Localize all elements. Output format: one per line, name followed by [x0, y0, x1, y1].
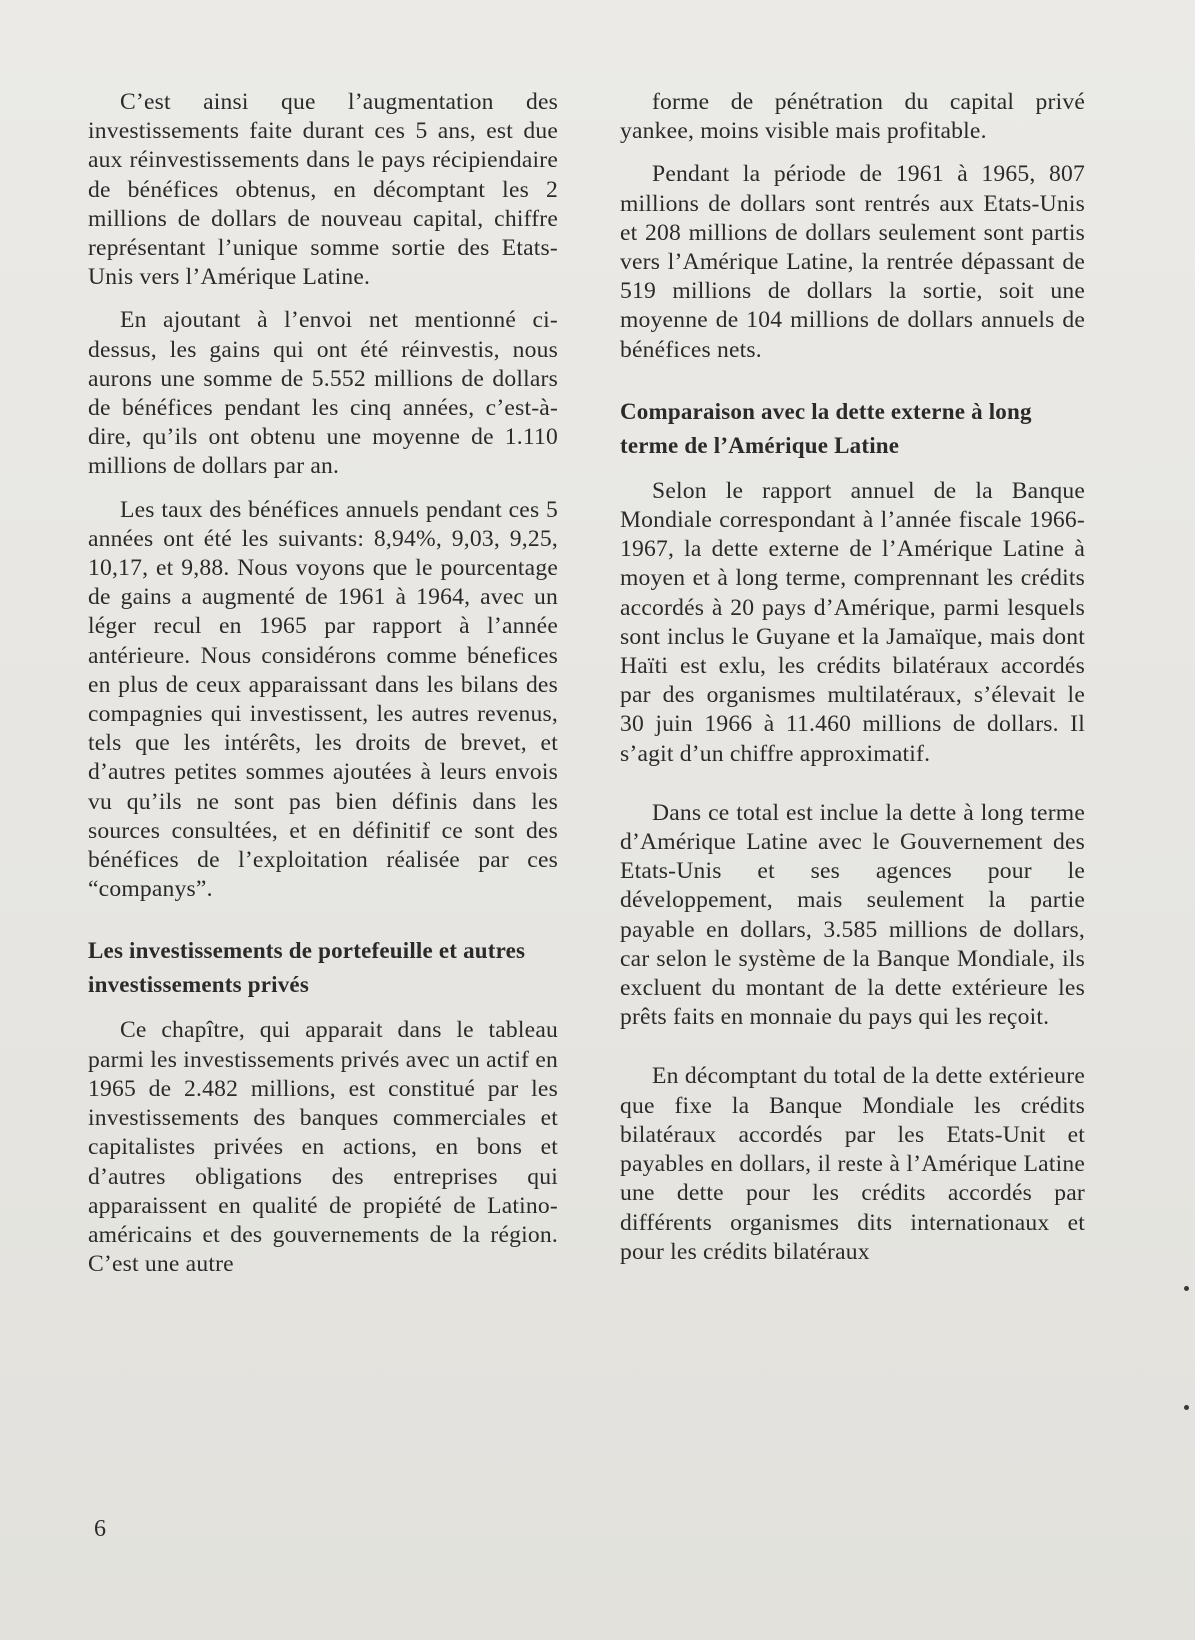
- right-paragraph-3: Selon le rapport annuel de la Banque Mondiale correspondant à l’année fiscale 1966-1967, la dette externe de l’Amérique Latine à moyen et à long terme, comprennant les crédits accordés à 20 pays d’Amérique, parmi lesquels sont inclus le Guyane et la Jamaïque, mais dont Haïti est exlu, les crédits bilatéraux accordés par des organismes multilatéraux, s’élevait le 30 juin 1966 à 11.460 millions de dollars. Il s’agit d’un chiffre approximatif.: [620, 477, 1085, 767]
- left-paragraph-4: Ce chapître, qui apparait dans le tableau parmi les investissements privés avec un actif en 1965 de 2.482 millions, est constitué par les investissements des banques commerciales et capitalistes privées en actions, en bons et d’autres obligations des entreprises qui apparaissent en qualité de propiété de Latino-américains et des gouvernements de la région. C’est une autre: [88, 1017, 558, 1278]
- right-section-heading: Comparaison avec la dette externe à long terme de l’Amérique Latine: [620, 398, 1032, 458]
- margin-dot: [1184, 1286, 1189, 1291]
- margin-dot: [1184, 1405, 1189, 1410]
- right-paragraph-4: Dans ce total est inclue la dette à long terme d’Amérique Latine avec le Gouvernement des Etats-Unis et ses agences pour le développement, mais seulement la partie payable en dollars, 3.585 millions de dollars, car selon le système de la Banque Mondiale, ils excluent du montant de la dette extérieure les prêts faits en monnaie du pays qui les reçoit.: [620, 799, 1085, 1031]
- left-paragraph-3: Les taux des bénéfices annuels pendant ces 5 années ont été les suivants: 8,94%, 9,03, 9,25, 10,17, et 9,88. Nous voyons que le pourcentage de gains a augmenté de 1961 à 1964, avec un léger recul en 1965 par rapport à l’année antérieure. Nous considérons comme bénefices en plus de ceux apparaissant dans les bilans des compagnies qui investissent, les autres revenus, tels que les intérêts, les droits de brevet, et d’autres petites sommes ajoutées à leurs envois vu qu’ils ne sont pas bien définis dans les sources consultées, et en définitif ce sont des bénéfices de l’exploitation réalisée par ces “companys”.: [88, 496, 558, 903]
- left-paragraph-1: C’est ainsi que l’augmentation des investissements faite durant ces 5 ans, est due aux réinvestissements dans le pays récipiendaire de bénéfices obtenus, en décomptant les 2 millions de dollars de nouveau capital, chiffre représentant l’unique somme sortie des Etats-Unis vers l’Amérique Latine.: [88, 89, 558, 291]
- left-paragraph-2: En ajoutant à l’envoi net mentionné ci-dessus, les gains qui ont été réinvestis, nous aurons une somme de 5.552 millions de dollars de bénéfices pendant les cinq années, c’est-à-dire, qu’ils ont obtenu une moyenne de 1.110 millions de dollars par an.: [88, 307, 558, 480]
- right-paragraph-5: En décomptant du total de la dette extérieure que fixe la Banque Mondiale les crédits bilatéraux accordés par les Etats-Unit et payables en dollars, il reste à l’Amérique Latine une dette pour les crédits accordés par différents organismes dits internationaux et pour les crédits bilatéraux: [620, 1063, 1085, 1265]
- right-paragraph-1: forme de pénétration du capital privé yankee, moins visible mais profitable.: [620, 89, 1085, 145]
- page-number: 6: [94, 1516, 106, 1542]
- right-paragraph-2: Pendant la période de 1961 à 1965, 807 millions de dollars sont rentrés aux Etats-Unis et 208 millions de dollars seulement sont partis vers l’Amérique Latine, la rentrée dépassant de 519 millions de dollars la sortie, soit une moyenne de 104 millions de dollars annuels de bénéfices nets.: [620, 161, 1085, 363]
- right-column: [620, 88, 1085, 1267]
- left-section-heading: Les investissements de portefeuille et autres investissements privés: [88, 938, 526, 998]
- left-column: [88, 88, 558, 1279]
